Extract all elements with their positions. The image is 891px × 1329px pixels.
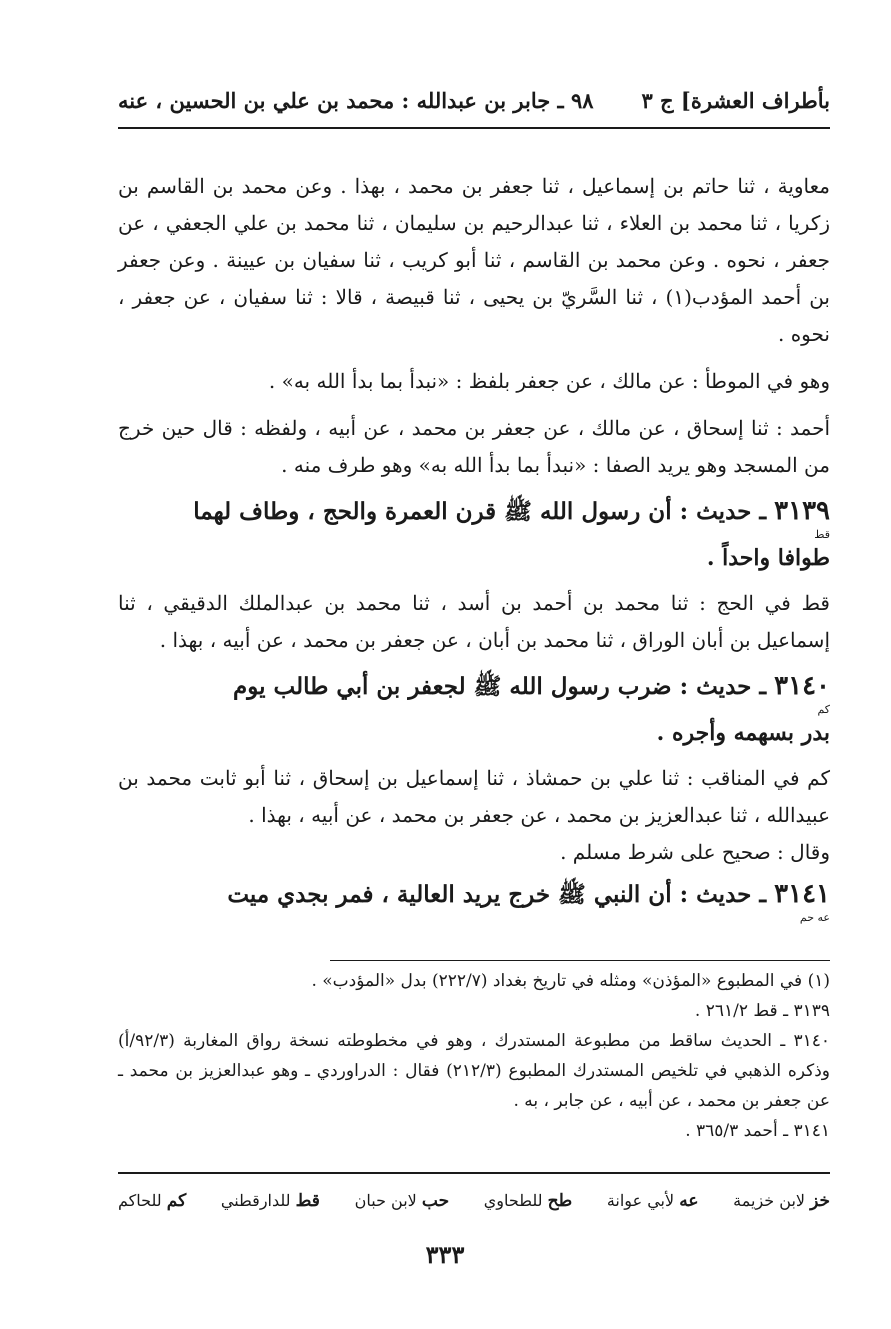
footnote-3141: ٣١٤١ ـ أحمد ٣٦٥/٣ . <box>685 1121 830 1141</box>
hadith-number: ٣١٤١ <box>774 879 830 909</box>
paragraph-ahmad: أحمد : ثنا إسحاق ، عن مالك ، عن جعفر بن محمد ، عن أبيه ، ولفظه : قال حين خرج من المسجد وهو يريد الصفا : «نبدأ بما بدأ الله به» وهو طرف منه . <box>118 416 830 477</box>
paragraph-daraqutni: قط في الحج : ثنا محمد بن أحمد بن أسد ، ثنا محمد بن عبدالملك الدقيقي ، ثنا إسماعيل بن أبان الوراق ، ثنا محمد بن أبان ، عن جعفر بن محمد ، عن أبيه ، بهذا . <box>118 591 830 652</box>
abbrev-item: خز لابن خزيمة <box>733 1191 830 1211</box>
main-text <box>118 168 830 924</box>
hadith-siglum: عه حم <box>799 911 830 924</box>
paragraph-muwatta: وهو في الموطأ : عن مالك ، عن جعفر بلفظ : «نبدأ بما بدأ الله به» . <box>268 369 830 393</box>
footnote-1: (١) في المطبوع «المؤذن» ومثله في تاريخ بغداد (٢٢٢/٧) بدل «المؤدب» . <box>311 971 830 991</box>
abbrev-item: طح للطحاوي <box>483 1191 573 1211</box>
hadith-siglum: قط <box>814 528 830 541</box>
hadith-3140 <box>118 669 830 750</box>
paragraph-hakim-verdict: وقال : صحيح على شرط مسلم . <box>560 840 830 864</box>
footnote-3140: ٣١٤٠ ـ الحديث ساقط من مطبوعة المستدرك ، وهو في مخطوطته نسخة رواق المغاربة (٩٢/٣/أ) وذكره الذهبي في تلخيص المستدرك المطبوع (٢١٢/٣) فقال : الدراوردي ـ وهو عبدالعزيز بن محمد ـ عن جعفر بن محمد ، عن أبيه ، عن جابر ، به . <box>118 1031 830 1111</box>
header-book-title: بأطراف العشرة] ج ٣ <box>641 87 830 113</box>
paragraph-hakim: كم في المناقب : ثنا علي بن حمشاذ ، ثنا إسماعيل بن إسحاق ، ثنا أبو ثابت محمد بن عبيدالله ، ثنا عبدالعزيز بن محمد ، عن جعفر بن محمد ، عن أبيه ، بهذا . <box>118 766 830 827</box>
footnote-3139: ٣١٣٩ ـ قط ٢٦١/٢ . <box>694 1001 830 1021</box>
abbrev-item: قط للدارقطني <box>220 1191 320 1211</box>
abbrev-item: حب لابن حبان <box>354 1191 450 1211</box>
hadith-number: ٣١٣٩ <box>774 496 830 526</box>
footnotes <box>118 966 830 1146</box>
hadith-text: ـ حديث : ضرب رسول الله ﷺ لجعفر بن أبي طالب يوم <box>232 673 767 700</box>
hadith-text-continued: طوافا واحداً . <box>706 545 830 571</box>
running-header <box>118 80 830 120</box>
header-chapter-title: ٩٨ ـ جابر بن عبدالله : محمد بن علي بن الحسين ، عنه <box>118 87 594 113</box>
abbrev-item: كم للحاكم <box>118 1191 187 1211</box>
footnote-rule <box>330 960 830 961</box>
abbrev-item: عه لأبي عوانة <box>606 1191 699 1211</box>
paragraph-continuation: معاوية ، ثنا حاتم بن إسماعيل ، ثنا جعفر بن محمد ، بهذا . وعن محمد بن القاسم بن زكريا ، ثنا محمد بن العلاء ، ثنا عبدالرحيم بن سليمان ، ثنا محمد بن علي الجعفي ، عن جعفر ، نحوه . وعن محمد بن القاسم ، ثنا أبو كريب ، ثنا سفيان بن عيينة . وعن جعفر بن أحمد المؤدب(١) ، ثنا السَّريّ بن يحيى ، ثنا قبيصة ، قالا : ثنا سفيان ، عن جعفر ، نحوه . <box>118 174 830 346</box>
hadith-number: ٣١٤٠ <box>774 671 830 701</box>
abbreviations-rule <box>118 1172 830 1174</box>
hadith-text-continued: بدر بسهمه وأجره . <box>656 720 830 746</box>
page-number: ٣٣٣ <box>425 1240 465 1269</box>
hadith-siglum: كم <box>817 703 830 716</box>
abbreviations-key <box>118 1191 830 1211</box>
hadith-text: ـ حديث : أن النبي ﷺ خرج يريد العالية ، فمر بجدي ميت <box>227 881 767 908</box>
hadith-3141 <box>118 877 830 924</box>
hadith-text: ـ حديث : أن رسول الله ﷺ قرن العمرة والحج ، وطاف لهما <box>193 498 767 525</box>
hadith-3139 <box>118 494 830 575</box>
header-rule <box>118 127 830 129</box>
